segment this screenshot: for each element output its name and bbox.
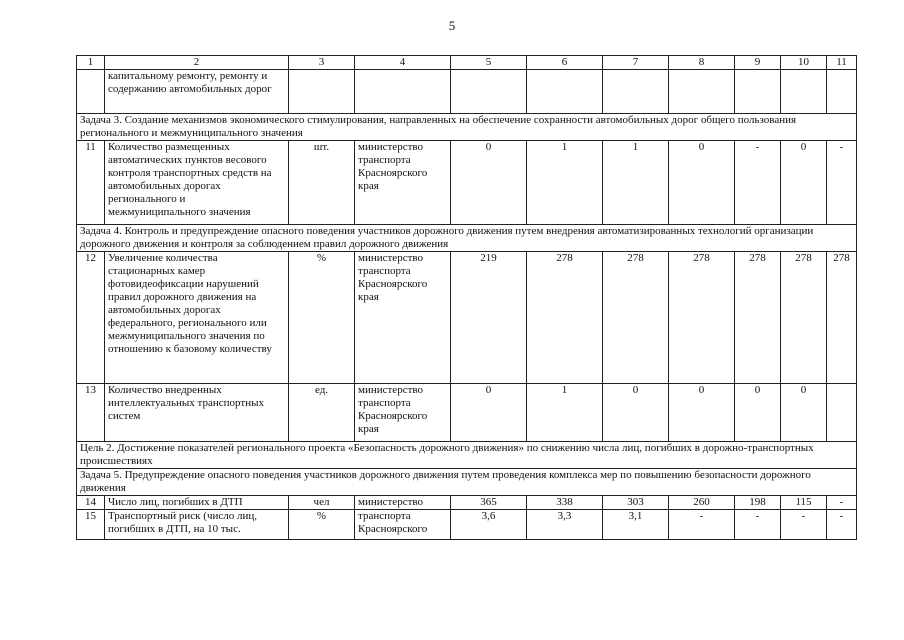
cell-value: 303 — [603, 496, 669, 510]
cell-row-number: 12 — [77, 252, 105, 384]
cell-value: 198 — [735, 496, 781, 510]
table-row — [77, 510, 857, 540]
cell-responsible-body: министерство транспорта Красноярского края — [355, 384, 451, 442]
cell-responsible-body: министерство — [355, 496, 451, 510]
cell-unit — [289, 70, 355, 114]
cell-value: - — [669, 510, 735, 540]
column-number: 3 — [289, 56, 355, 70]
cell-indicator-name: Количество внедренных интеллектуальных транспортных систем — [105, 384, 289, 442]
cell-value: 1 — [527, 141, 603, 225]
section-heading: Задача 5. Предупреждение опасного поведения участников дорожного движения путем проведения комплекса мер по повышению безопасности дорожного движения — [77, 469, 857, 496]
cell-unit: ед. — [289, 384, 355, 442]
table-row — [77, 141, 857, 225]
section-heading-row — [77, 469, 857, 496]
cell-row-number: 15 — [77, 510, 105, 540]
cell-value: 278 — [527, 252, 603, 384]
page-number: 5 — [448, 18, 456, 33]
cell-value: 1 — [603, 141, 669, 225]
cell-indicator-name: Увеличение количества стационарных камер фотовидеофиксации нарушений правил дорожного движения на автомобильных дорогах федерального, регионального или межмуниципального значения по отношению к базовому количеству — [105, 252, 289, 384]
section-heading-row — [77, 114, 857, 141]
cell-value: 0 — [781, 141, 827, 225]
cell-value: 0 — [669, 141, 735, 225]
cell-value: 0 — [451, 141, 527, 225]
indicator-table — [76, 55, 857, 540]
section-heading-row — [77, 442, 857, 469]
cell-value: - — [781, 510, 827, 540]
column-number: 11 — [827, 56, 857, 70]
column-number: 8 — [669, 56, 735, 70]
table-row — [77, 384, 857, 442]
table-row — [77, 252, 857, 384]
cell-value: 0 — [781, 384, 827, 442]
cell-value: 3,1 — [603, 510, 669, 540]
section-heading: Задача 4. Контроль и предупреждение опасного поведения участников дорожного движения путем внедрения автоматизированных технологий организации дорожного движения и контроля за соблюдением правил дорожного движения — [77, 225, 857, 252]
column-number: 7 — [603, 56, 669, 70]
cell-value — [527, 70, 603, 114]
cell-value: 278 — [669, 252, 735, 384]
table-body — [77, 56, 857, 540]
cell-value: 0 — [603, 384, 669, 442]
column-number: 10 — [781, 56, 827, 70]
cell-unit: чел — [289, 496, 355, 510]
cell-value: - — [827, 496, 857, 510]
cell-value: 219 — [451, 252, 527, 384]
cell-value: 0 — [451, 384, 527, 442]
column-number: 2 — [105, 56, 289, 70]
cell-value: 365 — [451, 496, 527, 510]
section-heading-row — [77, 225, 857, 252]
cell-indicator-name: Транспортный риск (число лиц, погибших в ДТП, на 10 тыс. — [105, 510, 289, 540]
cell-value: 3,6 — [451, 510, 527, 540]
cell-responsible-body — [355, 70, 451, 114]
cell-row-number: 13 — [77, 384, 105, 442]
cell-value: 278 — [827, 252, 857, 384]
table-row — [77, 496, 857, 510]
cell-value: - — [735, 510, 781, 540]
cell-value: - — [827, 141, 857, 225]
cell-value: 0 — [669, 384, 735, 442]
column-number: 4 — [355, 56, 451, 70]
cell-value: 0 — [735, 384, 781, 442]
column-number-row — [77, 56, 857, 70]
cell-value: 338 — [527, 496, 603, 510]
column-number: 6 — [527, 56, 603, 70]
cell-responsible-body: министерство транспорта Красноярского края — [355, 141, 451, 225]
section-heading: Цель 2. Достижение показателей регионального проекта «Безопасность дорожного движения» по снижению числа лиц, погибших в дорожно-транспортных происшествиях — [77, 442, 857, 469]
cell-indicator-name: Число лиц, погибших в ДТП — [105, 496, 289, 510]
cell-value — [781, 70, 827, 114]
cell-row-number: 11 — [77, 141, 105, 225]
column-number: 1 — [77, 56, 105, 70]
table-row — [77, 70, 857, 114]
cell-row-number — [77, 70, 105, 114]
cell-value — [603, 70, 669, 114]
cell-row-number: 14 — [77, 496, 105, 510]
cell-value: 278 — [603, 252, 669, 384]
cell-value: - — [735, 141, 781, 225]
cell-value: 260 — [669, 496, 735, 510]
column-number: 5 — [451, 56, 527, 70]
cell-unit: шт. — [289, 141, 355, 225]
cell-responsible-body: министерство транспорта Красноярского края — [355, 252, 451, 384]
cell-indicator-name: Количество размещенных автоматических пунктов весового контроля транспортных средств на автомобильных дорогах регионального и межмуниципального значения — [105, 141, 289, 225]
cell-unit: % — [289, 252, 355, 384]
cell-value: 1 — [527, 384, 603, 442]
cell-value — [827, 70, 857, 114]
cell-value: 3,3 — [527, 510, 603, 540]
cell-responsible-body: транспорта Красноярского — [355, 510, 451, 540]
cell-value — [451, 70, 527, 114]
column-number: 9 — [735, 56, 781, 70]
cell-value: 115 — [781, 496, 827, 510]
cell-value: - — [827, 510, 857, 540]
cell-value — [827, 384, 857, 442]
cell-indicator-name: капитальному ремонту, ремонту и содержанию автомобильных дорог — [105, 70, 289, 114]
cell-value: 278 — [781, 252, 827, 384]
cell-value — [669, 70, 735, 114]
cell-unit: % — [289, 510, 355, 540]
section-heading: Задача 3. Создание механизмов экономического стимулирования, направленных на обеспечение сохранности автомобильных дорог общего пользования регионального и межмуниципального значения — [77, 114, 857, 141]
cell-value — [735, 70, 781, 114]
cell-value: 278 — [735, 252, 781, 384]
